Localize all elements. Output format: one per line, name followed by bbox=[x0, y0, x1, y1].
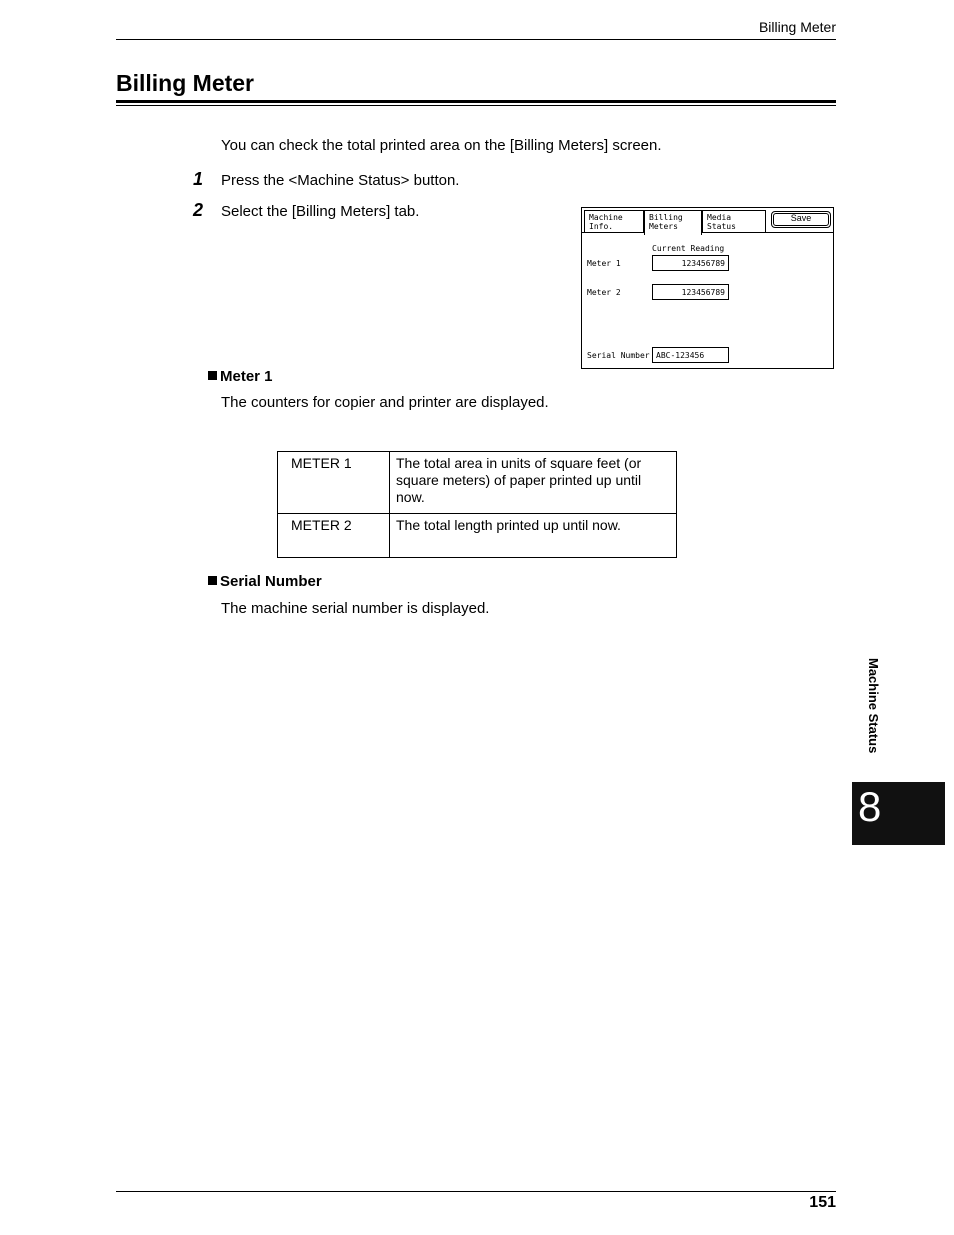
tab-machine-info[interactable] bbox=[584, 210, 644, 232]
chapter-side-label: Machine Status bbox=[866, 658, 881, 754]
tab-media-status-line1: Media bbox=[707, 213, 732, 222]
serial-description: The machine serial number is displayed. bbox=[221, 600, 490, 617]
table-cell-desc: The total length printed up until now. bbox=[390, 514, 677, 558]
tab-billing-meters[interactable] bbox=[644, 210, 702, 235]
meter1-label: Meter 1 bbox=[587, 259, 621, 268]
meter1-description: The counters for copier and printer are displayed. bbox=[221, 394, 549, 411]
section-title: Billing Meter bbox=[116, 70, 255, 96]
table-row bbox=[278, 514, 677, 558]
tab-billing-meters-line2: Meters bbox=[649, 222, 678, 231]
tab-baseline bbox=[582, 232, 833, 233]
serial-number-label: Serial Number bbox=[587, 351, 650, 360]
title-rule bbox=[116, 100, 836, 103]
tab-media-status-line2: Status bbox=[707, 222, 736, 231]
serial-heading bbox=[208, 573, 322, 590]
bullet-square-icon bbox=[208, 371, 217, 380]
bullet-square-icon bbox=[208, 576, 217, 585]
billing-meters-screen bbox=[581, 207, 834, 369]
meter1-heading bbox=[208, 368, 273, 385]
title-rule-thin bbox=[116, 105, 836, 106]
running-header: Billing Meter bbox=[758, 19, 836, 35]
step-number-2: 2 bbox=[193, 200, 204, 220]
tab-media-status[interactable] bbox=[702, 210, 766, 232]
current-reading-header: Current Reading bbox=[652, 244, 725, 253]
intro-text: You can check the total printed area on the [Billing Meters] screen. bbox=[221, 137, 662, 154]
meter1-field: 123456789 bbox=[652, 255, 729, 271]
serial-heading-text: Serial Number bbox=[220, 573, 322, 590]
serial-number-field: ABC-123456 bbox=[652, 347, 729, 363]
meter2-label: Meter 2 bbox=[587, 288, 621, 297]
tab-billing-meters-line1: Billing bbox=[649, 213, 683, 222]
table-cell-name: METER 2 bbox=[278, 514, 390, 558]
chapter-number: 8 bbox=[858, 783, 882, 830]
step-number-1: 1 bbox=[193, 169, 204, 189]
save-button[interactable] bbox=[771, 211, 831, 228]
tab-machine-info-line1: Machine bbox=[589, 213, 623, 222]
meter1-heading-text: Meter 1 bbox=[220, 368, 273, 385]
header-rule bbox=[116, 39, 836, 40]
table-row bbox=[278, 452, 677, 514]
meter-table bbox=[277, 451, 677, 558]
table-cell-name: METER 1 bbox=[278, 452, 390, 514]
chapter-tab bbox=[852, 782, 945, 845]
footer-rule bbox=[116, 1191, 836, 1192]
tab-machine-info-line2: Info. bbox=[589, 222, 614, 231]
save-button-label: Save bbox=[790, 213, 812, 223]
meter2-field: 123456789 bbox=[652, 284, 729, 300]
step-text-2: Select the [Billing Meters] tab. bbox=[221, 203, 420, 220]
table-cell-desc: The total area in units of square feet (or square meters) of paper printed up until now. bbox=[390, 452, 677, 514]
step-text-1: Press the <Machine Status> button. bbox=[221, 172, 460, 189]
save-button-frame bbox=[773, 213, 829, 226]
page-number: 151 bbox=[809, 1194, 836, 1211]
